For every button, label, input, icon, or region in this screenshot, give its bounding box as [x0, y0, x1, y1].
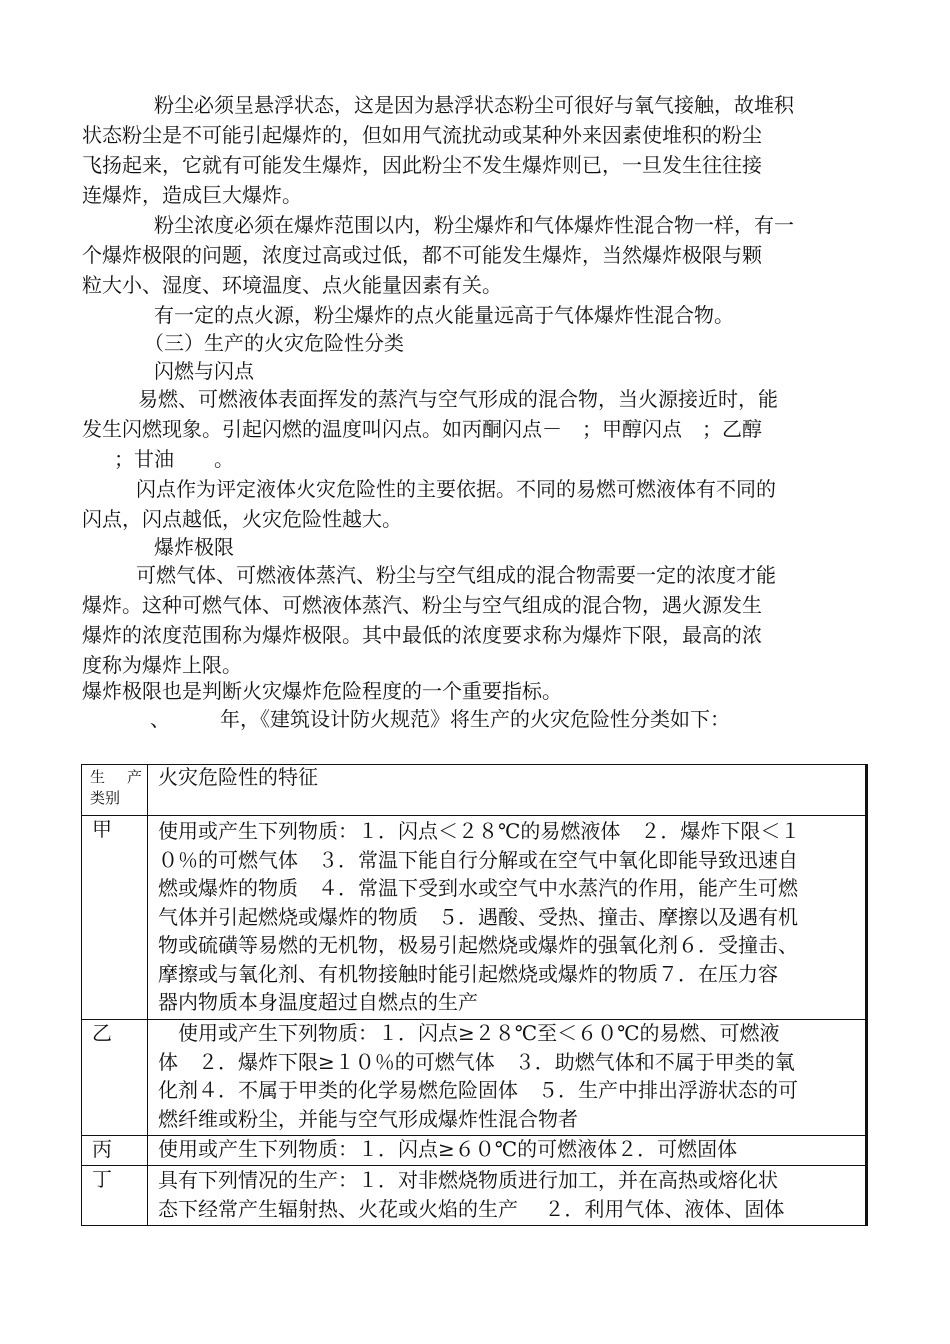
feature-line: 燃或爆炸的物质 ４．常温下受到水或空气中水蒸汽的作用，能产生可燃	[158, 876, 798, 900]
paragraph-line: 度称为爆炸上限。	[82, 653, 242, 677]
feature-line: 器内物质本身温度超过自燃点的生产	[158, 990, 478, 1014]
feature-line: 使用或产生下列物质：１．闪点≥６０℃的可燃液体２．可燃固体	[158, 1137, 738, 1161]
hazard-classification-table	[81, 764, 868, 1226]
feature-line: 化剂４．不属于甲类的化学易燃危险固体 ５．生产中排出浮游状态的可	[158, 1078, 798, 1102]
paragraph-line: 飞扬起来，它就有可能发生爆炸，因此粉尘不发生爆炸则已，一旦发生往往接	[82, 153, 762, 177]
paragraph-line: 可燃气体、可燃液体蒸汽、粉尘与空气组成的混合物需要一定的浓度才能	[136, 563, 776, 587]
category-cell: 丙	[92, 1137, 112, 1161]
header-feature: 火灾危险性的特征	[158, 765, 318, 789]
paragraph-line: 易燃、可燃液体表面挥发的蒸汽与空气形成的混合物，当火源接近时，能	[138, 387, 778, 411]
paragraph-line: 爆炸。这种可燃气体、可燃液体蒸汽、粉尘与空气组成的混合物，遇火源发生	[82, 593, 762, 617]
feature-line: ０％的可燃气体 ３．常温下能自行分解或在空气中氧化即能导致迅速自	[158, 847, 798, 872]
column-divider	[147, 765, 148, 1225]
paragraph-line: 闪点作为评定液体火灾危险性的主要依据。不同的易燃可燃液体有不同的	[136, 477, 776, 501]
category-cell: 乙	[92, 1021, 112, 1045]
feature-line: 燃纤维或粉尘，并能与空气形成爆炸性混合物者	[158, 1106, 578, 1131]
paragraph-line: ；甘油 。	[114, 447, 234, 471]
paragraph-line: 个爆炸极限的问题，浓度过高或过低，都不可能发生爆炸，当然爆炸极限与颗	[82, 243, 762, 267]
paragraph-line: 粒大小、湿度、环境温度、点火能量因素有关。	[82, 273, 502, 297]
paragraph-line: 、 年，《建筑设计防火规范》将生产的火灾危险性分类如下：	[150, 707, 730, 731]
feature-line: 摩擦或与氧化剂、有机物接触时能引起燃烧或爆炸的物质７．在压力容	[158, 961, 778, 986]
paragraph-line: 状态粉尘是不可能引起爆炸的，但如用气流扰动或某种外来因素使堆积的粉尘	[82, 123, 762, 147]
feature-cell	[158, 1166, 864, 1223]
feature-cell	[158, 1019, 864, 1133]
paragraph-line: 有一定的点火源，粉尘爆炸的点火能量远高于气体爆炸性混合物。	[154, 303, 734, 327]
header-category-line: 生 产	[90, 768, 142, 786]
paragraph-line: 发生闪燃现象。引起闪燃的温度叫闪点。如丙酮闪点－ ；甲醇闪点 ；乙醇	[82, 417, 762, 441]
feature-cell	[158, 817, 864, 1017]
feature-line: 体 ２．爆炸下限≥１０％的可燃气体 ３．助燃气体和不属于甲类的氧	[158, 1049, 795, 1074]
feature-line: 具有下列情况的生产：１．对非燃烧物质进行加工，并在高热或熔化状	[158, 1168, 778, 1192]
feature-cell	[158, 1135, 864, 1164]
paragraph-line: 粉尘浓度必须在爆炸范围以内，粉尘爆炸和气体爆炸性混合物一样，有一	[154, 213, 794, 237]
feature-line: 使用或产生下列物质：１．闪点≥２８℃至＜６０℃的易燃、可燃液	[158, 1021, 780, 1045]
subheading: 闪燃与闪点	[154, 359, 254, 383]
paragraph-line: 连爆炸，造成巨大爆炸。	[82, 183, 302, 207]
feature-line: 物或硫磺等易燃的无机物，极易引起燃烧或爆炸的强氧化剂６．受撞击、	[158, 933, 798, 957]
paragraph-line: 爆炸极限也是判断火灾爆炸危险程度的一个重要指标。	[82, 679, 562, 703]
header-category	[90, 767, 142, 809]
feature-line: 气体并引起燃烧或爆炸的物质 ５．遇酸、受热、撞击、摩擦以及遇有机	[158, 904, 798, 929]
category-cell: 甲	[92, 817, 112, 841]
feature-line: 态下经常产生辐射热、火花或火焰的生产 ２．利用气体、液体、固体	[158, 1196, 785, 1221]
subheading: 爆炸极限	[154, 535, 234, 559]
header-category-line: 类别	[90, 789, 121, 807]
category-cell: 丁	[92, 1167, 112, 1191]
paragraph-line: 粉尘必须呈悬浮状态，这是因为悬浮状态粉尘可很好与氧气接触，故堆积	[154, 93, 794, 117]
paragraph-line: 闪点，闪点越低，火灾危险性越大。	[82, 507, 402, 531]
row-divider	[82, 815, 865, 816]
feature-line: 使用或产生下列物质：１．闪点＜２８℃的易燃液体 ２．爆炸下限＜１	[158, 819, 801, 843]
section-heading: （三）生产的火灾危险性分类	[144, 331, 404, 355]
paragraph-line: 爆炸的浓度范围称为爆炸极限。其中最低的浓度要求称为爆炸下限，最高的浓	[82, 623, 762, 647]
